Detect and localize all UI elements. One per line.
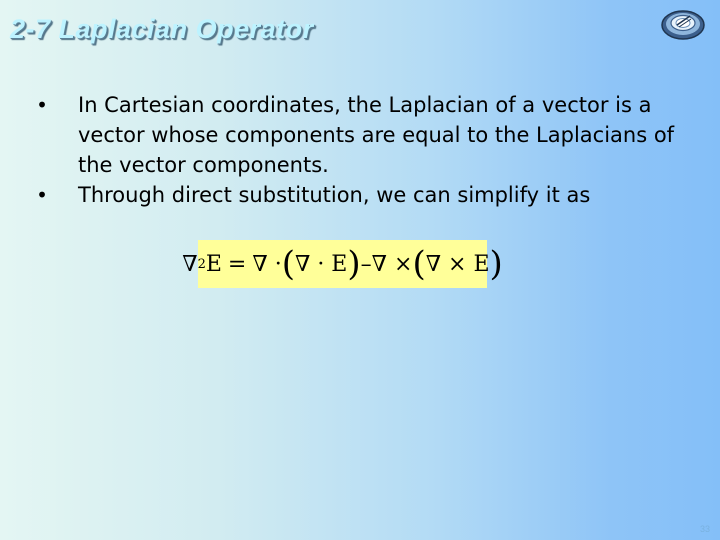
- globe-logo-icon: [660, 6, 706, 42]
- open-paren: (: [281, 244, 295, 284]
- open-paren: (: [412, 244, 426, 284]
- nabla-symbol: ∇: [182, 251, 198, 277]
- bullet-marker: •: [36, 183, 48, 207]
- divergence-operator: ∇ ·: [252, 251, 282, 277]
- close-paren: ): [347, 244, 361, 284]
- bullet-text: In Cartesian coordinates, the Laplacian of a vector is a vector whose components are equal to the Laplacians of the vector components.: [78, 93, 675, 177]
- minus-sign: –: [360, 251, 372, 277]
- bullet-item: [32, 90, 707, 180]
- bullet-text: Through direct substitution, we can simplify it as: [78, 183, 591, 207]
- bullet-list: [32, 90, 707, 210]
- close-paren: ): [489, 244, 503, 284]
- page-number: 33: [699, 524, 710, 534]
- bullet-item: [32, 180, 707, 210]
- curl-term: ∇ × E: [425, 251, 490, 277]
- divergence-term: ∇ · E: [294, 251, 348, 277]
- equation-exponent: 2: [197, 256, 206, 272]
- laplacian-equation: [182, 240, 503, 288]
- curl-operator: ∇ ×: [371, 251, 413, 277]
- equals-sign: =: [227, 251, 247, 277]
- equation-variable: E: [205, 251, 222, 277]
- bullet-marker: •: [36, 93, 48, 117]
- slide-title: 2-7 Laplacian Operator: [10, 14, 314, 44]
